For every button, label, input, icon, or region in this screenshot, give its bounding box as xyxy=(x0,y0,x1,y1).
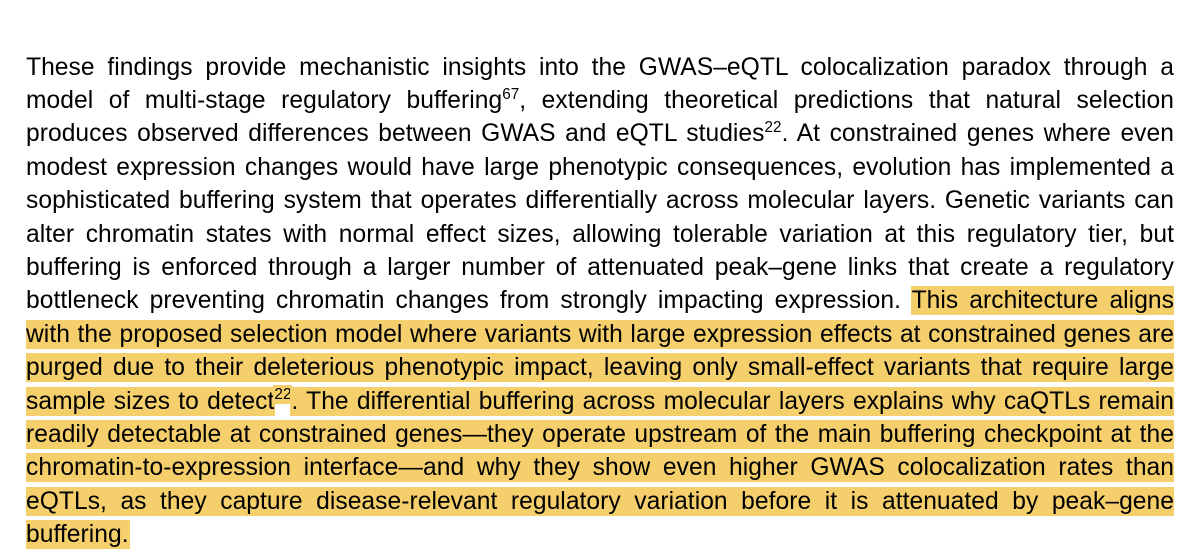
paragraph-text-segment-3: . At constrained genes where even modest expression changes would have large phenotypic consequences, evolution has implemented a sophisticated buffering system that operates differentially across molecular layers. Genetic variants can alter chromatin states with normal effect sizes, allowing tolerable variation at this regulatory tier, but buffering is enforced through a larger number of attenuated peak–gene links that create a regulatory bottleneck preventing chromatin changes from strongly impacting expression. xyxy=(26,120,1174,315)
citation-marker-22-second: 22 xyxy=(274,386,292,404)
body-paragraph xyxy=(26,51,1174,552)
highlighted-text-segment-2: . The differential buffering across molecular layers explains why caQTLs remain readily detectable at constrained genes—they operate upstream of the main buffering checkpoint at the chromatin-to-expression interface—and why they show even higher GWAS colocalization rates than eQTLs, as they capture disease-relevant regulatory variation before it is attenuated by peak–gene buffering. xyxy=(26,387,1174,549)
citation-marker-67: 67 xyxy=(502,85,520,103)
highlighted-text-segment-1: This architecture aligns with the proposed selection model where variants with large expression effects at constrained genes are purged due to their deleterious phenotypic impact, leaving only small-effect variants that require large sample sizes to detect xyxy=(26,287,1175,415)
paragraph-text-segment-1: These findings provide mechanistic insights into the GWAS–eQTL colocalization paradox through a model of multi-stage regulatory buffering xyxy=(26,53,1174,114)
paragraph-text-segment-2: , extending theoretical predictions that natural selection produces observed differences between GWAS and eQTL studies xyxy=(26,87,1174,148)
citation-marker-22-first: 22 xyxy=(764,119,782,137)
